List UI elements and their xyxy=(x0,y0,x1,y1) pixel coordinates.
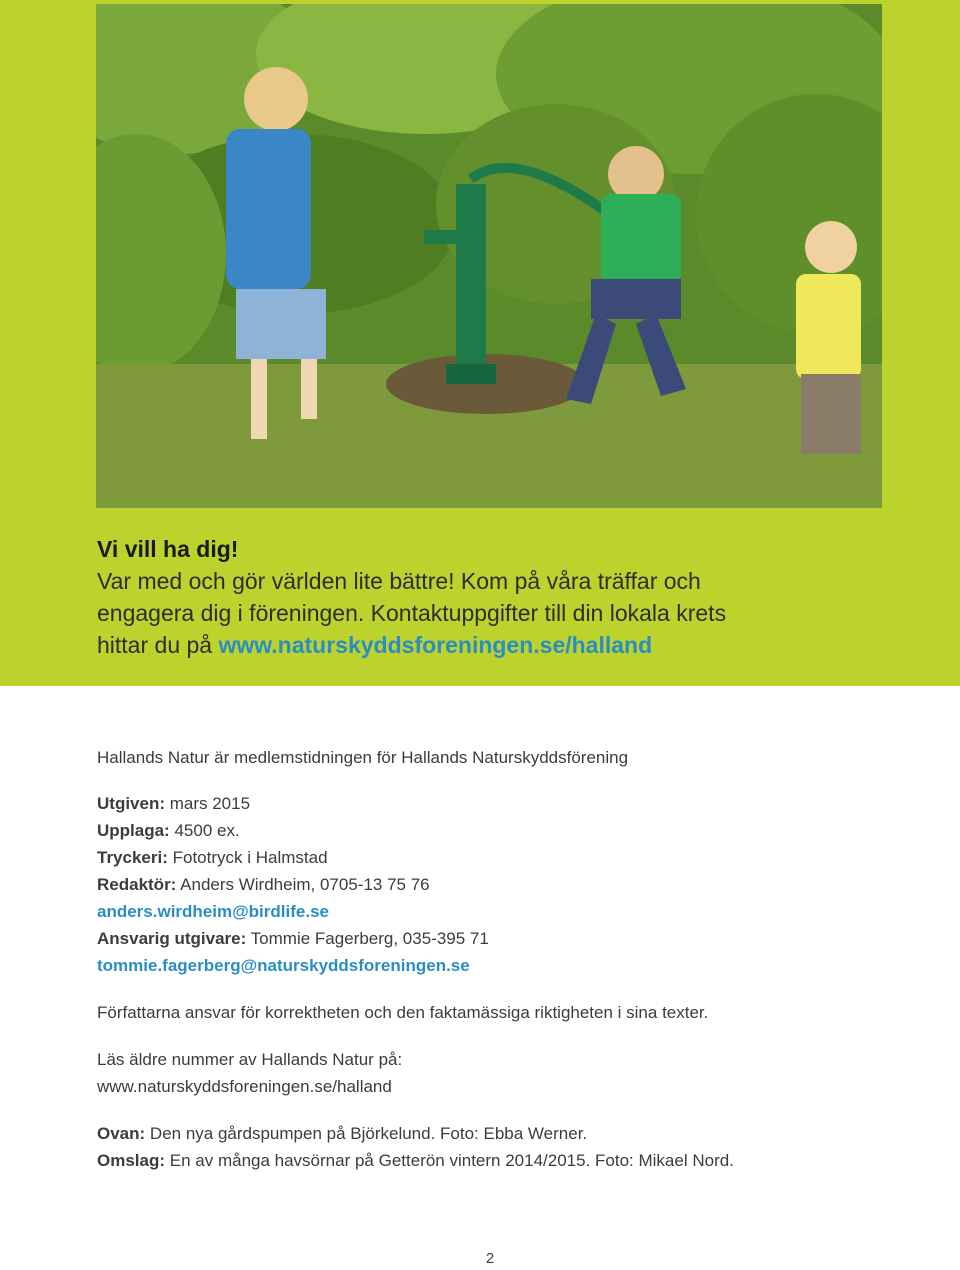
cta-heading: Vi vill ha dig! xyxy=(97,536,239,562)
redaktor-email-link[interactable]: anders.wirdheim@birdlife.se xyxy=(97,902,329,921)
utgiven-label: Utgiven: xyxy=(97,794,165,813)
publication-info xyxy=(97,744,897,1174)
ansvarig-email xyxy=(97,952,897,979)
ansvarig-label: Ansvarig utgivare: xyxy=(97,929,247,948)
older-issues-url[interactable]: www.naturskyddsforeningen.se/halland xyxy=(97,1077,392,1096)
ansvarig-value: Tommie Fagerberg, 035-395 71 xyxy=(246,929,489,948)
tryckeri-value: Fototryck i Halmstad xyxy=(167,848,328,867)
call-to-action xyxy=(97,533,857,661)
ansvarig-row xyxy=(97,925,897,952)
photo-children-water-pump xyxy=(96,4,882,508)
redaktor-email xyxy=(97,898,897,925)
intro-text: Hallands Natur är medlemstidningen för Hallands Naturskyddsförening xyxy=(97,748,629,767)
upplaga-label: Upplaga: xyxy=(97,821,170,840)
redaktor-value: Anders Wirdheim, 0705-13 75 76 xyxy=(176,875,430,894)
upplaga-row xyxy=(97,817,897,844)
upplaga-value: 4500 ex. xyxy=(169,821,240,840)
website-link[interactable]: www.naturskyddsforeningen.se/halland xyxy=(218,632,653,658)
older-issues-label: Läs äldre nummer av Hallands Natur på: xyxy=(97,1050,403,1069)
ovan-label: Ovan: xyxy=(97,1124,146,1143)
redaktor-label: Redaktör: xyxy=(97,875,177,894)
tryckeri-row xyxy=(97,844,897,871)
tryckeri-label: Tryckeri: xyxy=(97,848,168,867)
utgiven-row xyxy=(97,790,897,817)
page-number: 2 xyxy=(485,1250,495,1267)
omslag-value: En av många havsörnar på Getterön vintern 2014/2015. Foto: Mikael Nord. xyxy=(165,1151,734,1170)
redaktor-row xyxy=(97,871,897,898)
omslag-label: Omslag: xyxy=(97,1151,166,1170)
disclaimer-text: Författarna ansvar för korrektheten och den faktamässiga riktigheten i sina texter. xyxy=(97,1003,709,1022)
cta-line-with-link xyxy=(97,629,857,661)
utgiven-value: mars 2015 xyxy=(165,794,251,813)
cta-line: Var med och gör världen lite bättre! Kom på våra träffar och xyxy=(97,568,701,594)
omslag-caption xyxy=(97,1147,897,1174)
cta-line: engagera dig i föreningen. Kontaktuppgifter till din lokala krets xyxy=(97,600,727,626)
ovan-value: Den nya gårdspumpen på Björkelund. Foto: Ebba Werner. xyxy=(145,1124,588,1143)
ansvarig-email-link[interactable]: tommie.fagerberg@naturskyddsforeningen.se xyxy=(97,956,470,975)
cta-line-prefix: hittar du på xyxy=(97,632,219,658)
ovan-caption xyxy=(97,1120,897,1147)
